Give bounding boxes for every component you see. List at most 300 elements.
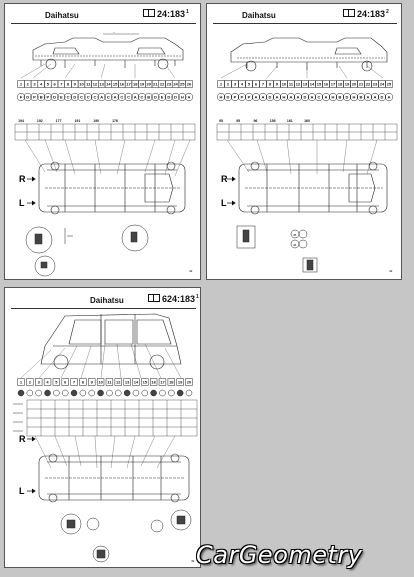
svg-text:15: 15 <box>316 81 322 87</box>
svg-text:190: 190 <box>93 119 100 124</box>
svg-text:8: 8 <box>66 81 70 87</box>
ref-symbol <box>31 93 39 101</box>
page-2-brand: Daihatsu <box>242 11 276 20</box>
ref-number <box>18 379 25 386</box>
ref-symbol-glyph <box>168 390 174 396</box>
ref-symbol <box>378 93 386 101</box>
dim-label: ~ <box>113 30 115 34</box>
ref-number <box>386 81 393 88</box>
svg-text:D: D <box>303 94 307 100</box>
page-3-footer: 49 <box>191 559 195 563</box>
ref-symbol-glyph <box>27 390 33 396</box>
svg-text:A: A <box>100 94 104 100</box>
ref-symbol <box>78 93 86 101</box>
svg-text:15: 15 <box>112 81 118 87</box>
ref-symbol-glyph <box>36 390 42 396</box>
svg-text:P: P <box>46 94 50 100</box>
ref-symbol <box>336 93 344 101</box>
ref-symbol <box>91 93 99 101</box>
ref-number <box>152 81 159 88</box>
ref-number <box>267 81 274 88</box>
ref-symbol-glyph <box>133 390 139 396</box>
svg-text:C: C <box>127 94 130 100</box>
ref-number <box>44 379 51 386</box>
ref-symbol <box>385 93 393 101</box>
page-3-brand: Daihatsu <box>90 296 124 305</box>
ref-symbol-glyph <box>18 390 24 396</box>
svg-text:6: 6 <box>64 379 67 385</box>
ref-symbol <box>152 93 160 101</box>
svg-text:B: B <box>147 94 151 100</box>
ref-symbol <box>252 93 260 101</box>
ref-number <box>239 81 246 88</box>
table-value <box>253 119 257 123</box>
ref-number <box>71 379 78 386</box>
ref-symbol-glyph <box>151 390 157 396</box>
svg-text:D: D <box>345 94 349 100</box>
ref-number <box>309 81 316 88</box>
ref-number <box>186 81 193 88</box>
svg-text:A: A <box>366 94 370 100</box>
svg-text:B: B <box>359 94 363 100</box>
ref-symbol <box>343 93 351 101</box>
ref-number <box>24 81 31 88</box>
svg-text:B: B <box>39 94 43 100</box>
svg-text:H: H <box>352 94 356 100</box>
ref-number <box>168 379 175 386</box>
ref-number <box>288 81 295 88</box>
page-1-footer: 49 <box>189 269 193 273</box>
svg-text:12: 12 <box>116 379 121 385</box>
ref-number <box>260 81 267 88</box>
ref-symbol-glyph <box>45 390 51 396</box>
svg-text:7: 7 <box>72 379 76 385</box>
ref-number <box>118 81 125 88</box>
logo-text: CarGeometry <box>196 541 363 569</box>
page-1-diagram <box>5 4 201 280</box>
page-1-side-label-r: R <box>19 174 26 184</box>
svg-text:C: C <box>66 94 70 100</box>
page-2-ref-lines <box>221 64 383 78</box>
ref-number <box>85 81 92 88</box>
svg-text:H: H <box>282 94 286 100</box>
svg-text:A: A <box>310 94 314 100</box>
svg-text:156: 156 <box>269 119 276 124</box>
svg-text:A: A <box>113 94 117 100</box>
page-2-top-view <box>239 162 387 214</box>
table-value <box>287 119 293 123</box>
svg-text:3: 3 <box>37 379 40 385</box>
ref-number <box>232 81 239 88</box>
table-value <box>93 119 99 123</box>
ref-number <box>358 81 365 88</box>
svg-text:H: H <box>219 94 223 100</box>
page-2-ref-symbols-row <box>217 93 393 101</box>
svg-text:A: A <box>133 94 137 100</box>
page-2-version: 2 <box>386 9 389 15</box>
ref-number <box>125 81 132 88</box>
svg-text:A: A <box>373 94 377 100</box>
ref-number <box>141 379 148 386</box>
svg-text:23: 23 <box>166 81 172 87</box>
svg-text:16: 16 <box>151 379 156 385</box>
ref-number <box>281 81 288 88</box>
ref-symbol <box>185 93 193 101</box>
svg-text:9: 9 <box>90 379 93 385</box>
ref-symbol-glyph <box>124 390 130 396</box>
ref-number <box>302 81 309 88</box>
ref-number <box>150 379 157 386</box>
ref-symbol <box>364 93 372 101</box>
page-2-arrows <box>227 177 235 205</box>
ref-number <box>186 379 193 386</box>
svg-text:D: D <box>73 94 77 100</box>
ref-number <box>105 81 112 88</box>
svg-text:7: 7 <box>60 81 63 87</box>
ref-number <box>44 81 51 88</box>
svg-text:19: 19 <box>139 81 145 87</box>
ref-symbol <box>308 93 316 101</box>
ref-number <box>92 81 99 88</box>
ref-number <box>65 81 72 88</box>
svg-text:22: 22 <box>159 81 165 87</box>
svg-text:14: 14 <box>133 379 139 385</box>
svg-text:16: 16 <box>119 81 125 87</box>
page-3-side-label-r: R <box>19 434 26 444</box>
svg-text:26: 26 <box>186 81 192 87</box>
ref-symbol <box>266 93 274 101</box>
svg-text:A: A <box>324 94 328 100</box>
ref-number <box>26 379 33 386</box>
ref-symbol-glyph <box>98 390 104 396</box>
ref-symbol <box>58 93 66 101</box>
page-2-callout-46: 46 <box>293 243 297 247</box>
svg-text:3: 3 <box>233 81 237 87</box>
ref-symbol-glyph <box>186 390 192 396</box>
page-3-detail-callouts <box>61 510 191 562</box>
table-value <box>112 119 118 123</box>
page-1-brand: Daihatsu <box>45 11 79 20</box>
ref-symbol <box>64 93 72 101</box>
svg-text:16: 16 <box>323 81 329 87</box>
ref-number <box>330 81 337 88</box>
svg-text:E: E <box>160 94 164 100</box>
page-1-ref-table <box>15 124 195 140</box>
svg-text:1: 1 <box>219 81 223 87</box>
ref-number <box>58 81 65 88</box>
ref-number <box>35 379 42 386</box>
svg-text:6: 6 <box>254 81 258 87</box>
page-2-code-value: 24:183 <box>357 9 386 19</box>
svg-text:13: 13 <box>124 379 130 385</box>
table-value <box>18 119 24 123</box>
page-3-version: 1 <box>196 294 199 300</box>
svg-text:9: 9 <box>73 81 76 87</box>
ref-number <box>51 81 58 88</box>
page-1-version: 1 <box>186 9 189 15</box>
svg-text:D: D <box>226 94 230 100</box>
svg-text:C: C <box>93 94 97 100</box>
svg-text:13: 13 <box>99 81 104 87</box>
svg-text:4: 4 <box>40 81 43 87</box>
ref-symbol <box>301 93 309 101</box>
svg-text:12: 12 <box>295 81 301 87</box>
ref-number <box>179 81 186 88</box>
svg-text:8: 8 <box>268 81 272 87</box>
table-value <box>304 119 310 123</box>
svg-text:14: 14 <box>309 81 315 87</box>
ref-number <box>246 81 253 88</box>
page-3-side-label-l: L <box>19 486 25 496</box>
svg-text:P: P <box>33 94 36 100</box>
ref-symbol <box>172 93 180 101</box>
svg-text:A: A <box>254 94 258 100</box>
svg-text:P: P <box>233 94 237 100</box>
ref-symbol <box>357 93 365 101</box>
svg-text:11: 11 <box>107 379 112 385</box>
ref-number <box>97 379 104 386</box>
page-3-symbol-row <box>18 390 192 396</box>
ref-symbol <box>17 93 25 101</box>
ref-number <box>274 81 281 88</box>
ref-number <box>337 81 344 88</box>
ref-number <box>165 81 172 88</box>
svg-text:A: A <box>296 94 300 100</box>
ref-number <box>159 379 166 386</box>
page-3-ref-table <box>27 400 197 436</box>
ref-number <box>365 81 372 88</box>
ref-symbol-glyph <box>106 390 112 396</box>
svg-text:19: 19 <box>177 379 183 385</box>
ref-symbol <box>259 93 267 101</box>
svg-text:C: C <box>86 94 90 100</box>
ref-number <box>253 81 260 88</box>
svg-text:A: A <box>187 94 191 100</box>
ref-symbol-glyph <box>71 390 77 396</box>
ref-symbol <box>105 93 113 101</box>
page-3-table-row-markers <box>13 404 23 431</box>
ref-number <box>379 81 386 88</box>
page-2-side-label-r: R <box>221 174 228 184</box>
page-2-side-label-l: L <box>221 198 227 208</box>
svg-text:B: B <box>338 94 342 100</box>
svg-text:17: 17 <box>126 81 131 87</box>
page-2-detail-callouts <box>237 226 317 272</box>
ref-number <box>88 379 95 386</box>
page-3-diagram <box>5 288 201 568</box>
table-value <box>270 119 276 123</box>
svg-text:18: 18 <box>337 81 343 87</box>
page-2-side-view <box>231 38 387 71</box>
page-1-code-value: 24:183 <box>157 9 186 19</box>
svg-text:160: 160 <box>304 119 310 124</box>
page-1-arrows <box>27 177 35 205</box>
page-2-ref-table <box>217 124 397 140</box>
ref-symbol-glyph <box>89 390 95 396</box>
svg-text:5: 5 <box>55 379 58 385</box>
ref-number <box>159 81 166 88</box>
svg-text:P: P <box>240 94 244 100</box>
svg-text:6: 6 <box>53 81 56 87</box>
ref-symbol-glyph <box>53 390 59 396</box>
svg-text:C: C <box>317 94 321 100</box>
svg-text:5: 5 <box>46 81 49 87</box>
page-2-table-values <box>219 119 310 123</box>
ref-symbol <box>37 93 45 101</box>
ref-symbol <box>280 93 288 101</box>
svg-text:D: D <box>53 94 57 100</box>
page-1 <box>4 3 201 280</box>
ref-symbol <box>131 93 139 101</box>
ref-number <box>115 379 122 386</box>
ref-symbol <box>111 93 119 101</box>
svg-text:11: 11 <box>288 81 294 87</box>
page-1-table-values <box>18 119 118 123</box>
ref-number <box>62 379 69 386</box>
ref-symbol <box>178 93 186 101</box>
ref-number <box>372 81 379 88</box>
ref-symbol <box>84 93 92 101</box>
svg-text:C: C <box>80 94 83 100</box>
ref-number <box>145 81 152 88</box>
svg-text:17: 17 <box>160 379 165 385</box>
ref-number <box>295 81 302 88</box>
svg-text:4: 4 <box>240 81 244 87</box>
svg-text:25: 25 <box>386 81 392 87</box>
svg-text:9: 9 <box>275 81 279 87</box>
ref-number <box>112 81 119 88</box>
svg-text:95: 95 <box>236 119 241 124</box>
svg-text:D: D <box>153 94 157 100</box>
table-value <box>56 119 62 123</box>
ref-number <box>218 81 225 88</box>
ref-symbol-glyph <box>142 390 148 396</box>
ref-symbol <box>322 93 330 101</box>
svg-text:13: 13 <box>302 81 308 87</box>
svg-text:177: 177 <box>55 119 62 124</box>
svg-text:161: 161 <box>286 119 293 124</box>
ref-symbol <box>98 93 106 101</box>
svg-text:1: 1 <box>19 81 23 87</box>
ref-symbol <box>238 93 246 101</box>
ref-symbol-glyph <box>177 390 183 396</box>
svg-text:10: 10 <box>281 81 287 87</box>
svg-text:20: 20 <box>351 81 357 87</box>
svg-text:21: 21 <box>358 81 364 87</box>
svg-text:18: 18 <box>133 81 138 87</box>
svg-text:D: D <box>174 94 178 100</box>
svg-text:A: A <box>387 94 391 100</box>
svg-text:96: 96 <box>253 119 258 124</box>
ref-symbol <box>145 93 153 101</box>
ref-symbol-glyph <box>80 390 86 396</box>
page-3-side-view <box>41 314 181 369</box>
svg-text:14: 14 <box>106 81 111 87</box>
svg-text:23: 23 <box>372 81 378 87</box>
svg-text:2: 2 <box>226 81 230 87</box>
ref-symbol <box>231 93 239 101</box>
svg-text:10: 10 <box>98 379 103 385</box>
page-3-arrows <box>27 437 35 493</box>
page-3 <box>4 287 201 568</box>
page-1-side-view <box>33 34 183 69</box>
svg-text:3: 3 <box>33 81 36 87</box>
ref-number <box>225 81 232 88</box>
page-3-ref-numbers-row <box>18 379 193 386</box>
page-2-diagram <box>207 4 402 280</box>
page-2-ref-numbers-row <box>218 81 393 88</box>
page-3-top-view <box>39 454 189 502</box>
svg-text:24: 24 <box>173 81 178 87</box>
ref-symbol <box>125 93 133 101</box>
ref-symbol <box>71 93 79 101</box>
svg-text:D: D <box>26 94 30 100</box>
ref-number <box>53 379 60 386</box>
svg-text:D: D <box>380 94 384 100</box>
page-2-footer: 49 <box>389 269 393 273</box>
page-1-ref-numbers-row <box>18 81 193 88</box>
ref-symbol <box>315 93 323 101</box>
ref-number <box>351 81 358 88</box>
page-1-top-view <box>39 162 185 214</box>
ref-number <box>177 379 184 386</box>
ref-number <box>71 81 78 88</box>
cargeometry-logo <box>190 540 414 577</box>
svg-text:19: 19 <box>344 81 350 87</box>
ref-symbol-glyph <box>62 390 68 396</box>
ref-symbol <box>158 93 166 101</box>
svg-text:192: 192 <box>36 119 43 124</box>
ref-symbol <box>118 93 126 101</box>
table-value <box>219 119 223 123</box>
svg-text:18: 18 <box>169 379 174 385</box>
page-2-leader-lines <box>227 140 377 174</box>
ref-number <box>78 81 85 88</box>
svg-text:24: 24 <box>379 81 385 87</box>
svg-text:C: C <box>106 94 110 100</box>
svg-text:22: 22 <box>365 81 371 87</box>
ref-symbol <box>294 93 302 101</box>
ref-symbol <box>165 93 173 101</box>
svg-text:20: 20 <box>146 81 151 87</box>
page-2-callout-45: 45 <box>293 233 297 237</box>
svg-text:7: 7 <box>261 81 265 87</box>
ref-number <box>106 379 113 386</box>
svg-text:176: 176 <box>112 119 118 124</box>
ref-number <box>139 81 146 88</box>
svg-text:194: 194 <box>18 119 24 124</box>
ref-symbol <box>224 93 232 101</box>
ref-symbol <box>371 93 379 101</box>
svg-text:A: A <box>289 94 293 100</box>
svg-text:12: 12 <box>92 81 98 87</box>
svg-text:11: 11 <box>86 81 91 87</box>
svg-text:21: 21 <box>153 81 158 87</box>
table-value <box>236 119 240 123</box>
ref-symbol <box>329 93 337 101</box>
svg-text:10: 10 <box>79 81 84 87</box>
svg-text:95: 95 <box>219 119 223 124</box>
svg-text:15: 15 <box>142 379 148 385</box>
page-3-leader-lines <box>35 436 175 468</box>
svg-text:25: 25 <box>180 81 185 87</box>
page-2 <box>206 3 402 280</box>
svg-text:4: 4 <box>46 379 49 385</box>
ref-number <box>133 379 140 386</box>
ref-number <box>132 81 139 88</box>
page-3-code-value: 624:183 <box>162 294 196 304</box>
ref-number <box>323 81 330 88</box>
